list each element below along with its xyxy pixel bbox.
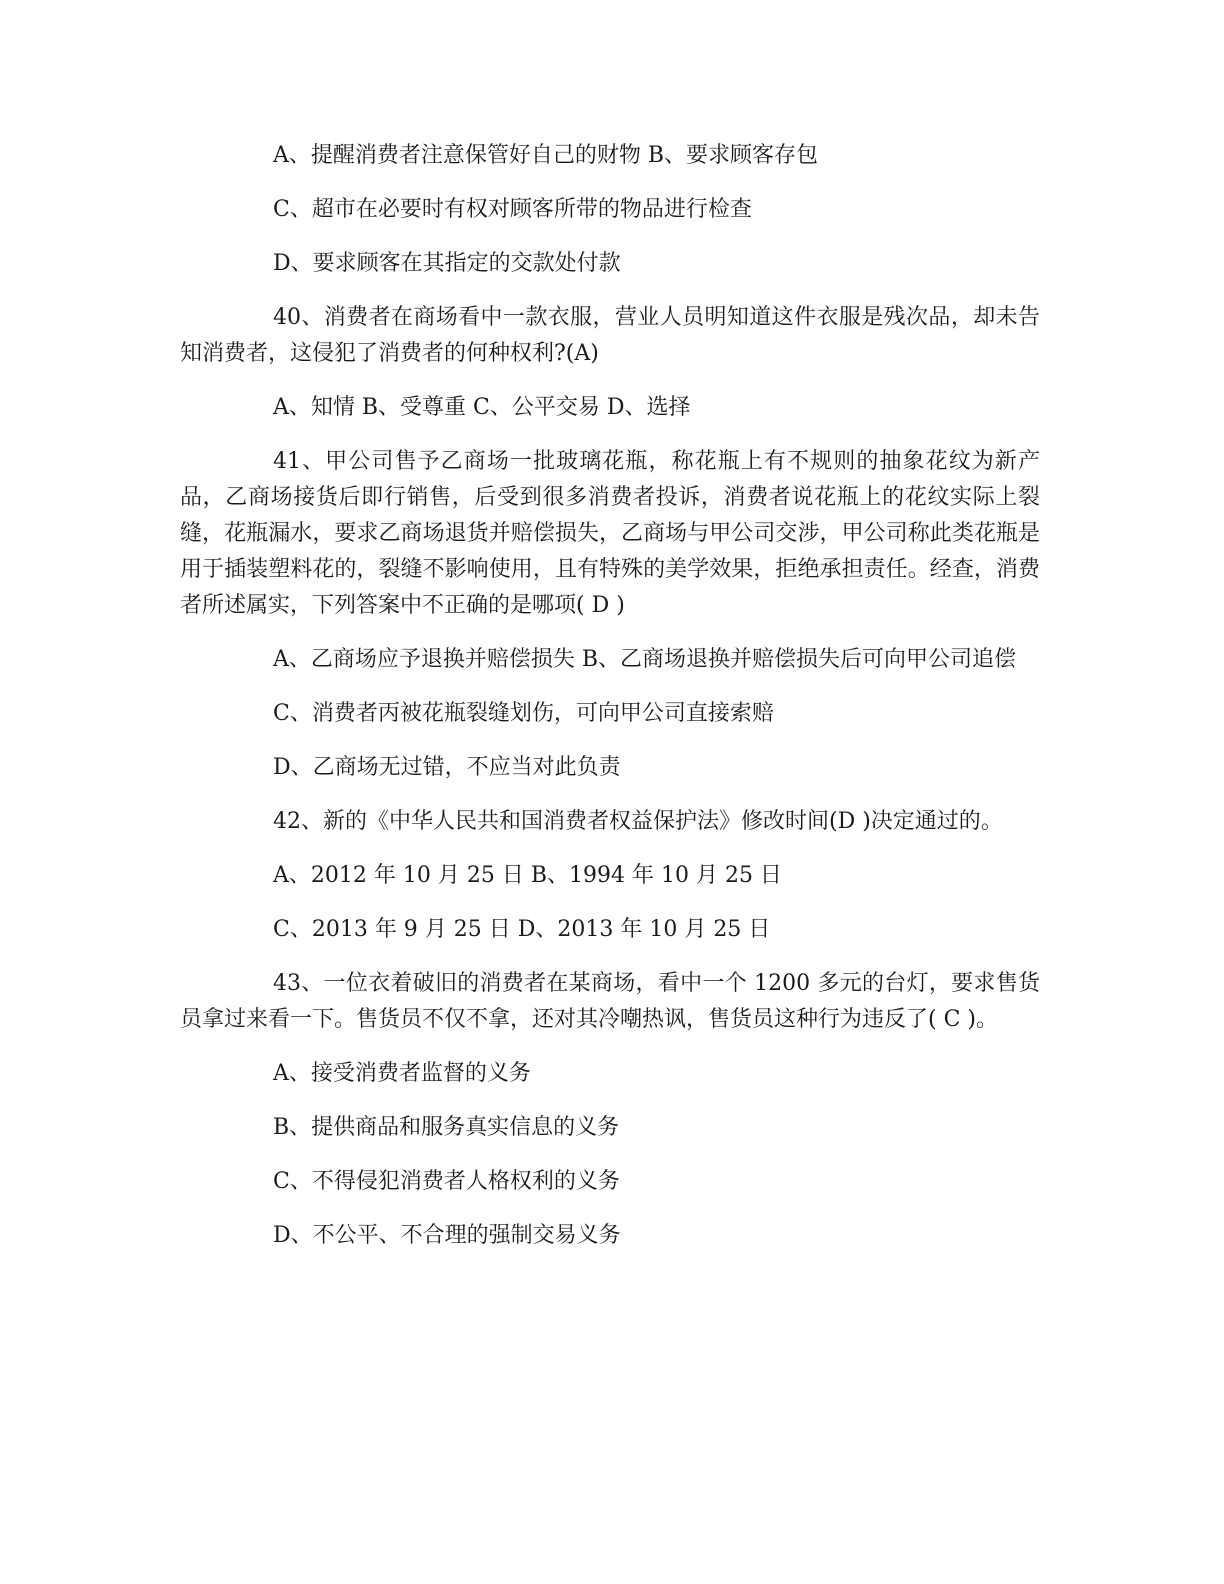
q39-option-d: D、要求顾客在其指定的交款处付款	[273, 251, 621, 276]
document-page	[180, 138, 1040, 1272]
q39-option-c: C、超市在必要时有权对顾客所带的物品进行检查	[273, 197, 752, 222]
q43-option-a: A、接受消费者监督的义务	[273, 1061, 531, 1086]
q41-stem: 41、甲公司售予乙商场一批玻璃花瓶，称花瓶上有不规则的抽象花纹为新产品，乙商场接货后即行销售，后受到很多消费者投诉，消费者说花瓶上的花纹实际上裂缝，花瓶漏水，要求乙商场退货并赔偿损失，乙商场与甲公司交涉，甲公司称此类花瓶是用于插装塑料花的，裂缝不影响使用，且有特殊的美学效果，拒绝承担责任。经查，消费者所述属实，下列答案中不正确的是哪项( D )	[180, 449, 1040, 618]
q42-option-cd: C、2013 年 9 月 25 日 D、2013 年 10 月 25 日	[273, 917, 771, 942]
q43-option-d: D、不公平、不合理的强制交易义务	[273, 1223, 621, 1248]
q43-stem: 43、一位衣着破旧的消费者在某商场，看中一个 1200 多元的台灯，要求售货员拿过来看一下。售货员不仅不拿，还对其冷嘲热讽，售货员这种行为违反了( C )。	[180, 971, 1040, 1032]
q42-option-ab: A、2012 年 10 月 25 日 B、1994 年 10 月 25 日	[273, 863, 782, 888]
q40-options: A、知情 B、受尊重 C、公平交易 D、选择	[273, 395, 691, 420]
q41-option-c: C、消费者丙被花瓶裂缝划伤，可向甲公司直接索赔	[273, 701, 774, 726]
q41-option-ab: A、乙商场应予退换并赔偿损失 B、乙商场退换并赔偿损失后可向甲公司追偿	[273, 647, 1017, 672]
q43-option-c: C、不得侵犯消费者人格权利的义务	[273, 1169, 620, 1194]
q43-option-b: B、提供商品和服务真实信息的义务	[273, 1115, 620, 1140]
q42-stem: 42、新的《中华人民共和国消费者权益保护法》修改时间(D )决定通过的。	[273, 809, 1003, 834]
q39-option-ab: A、提醒消费者注意保管好自己的财物 B、要求顾客存包	[273, 143, 819, 168]
q41-option-d: D、乙商场无过错，不应当对此负责	[273, 755, 621, 780]
q40-stem: 40、消费者在商场看中一款衣服，营业人员明知道这件衣服是残次品，却未告知消费者，这侵犯了消费者的何种权利?(A)	[180, 305, 1040, 366]
